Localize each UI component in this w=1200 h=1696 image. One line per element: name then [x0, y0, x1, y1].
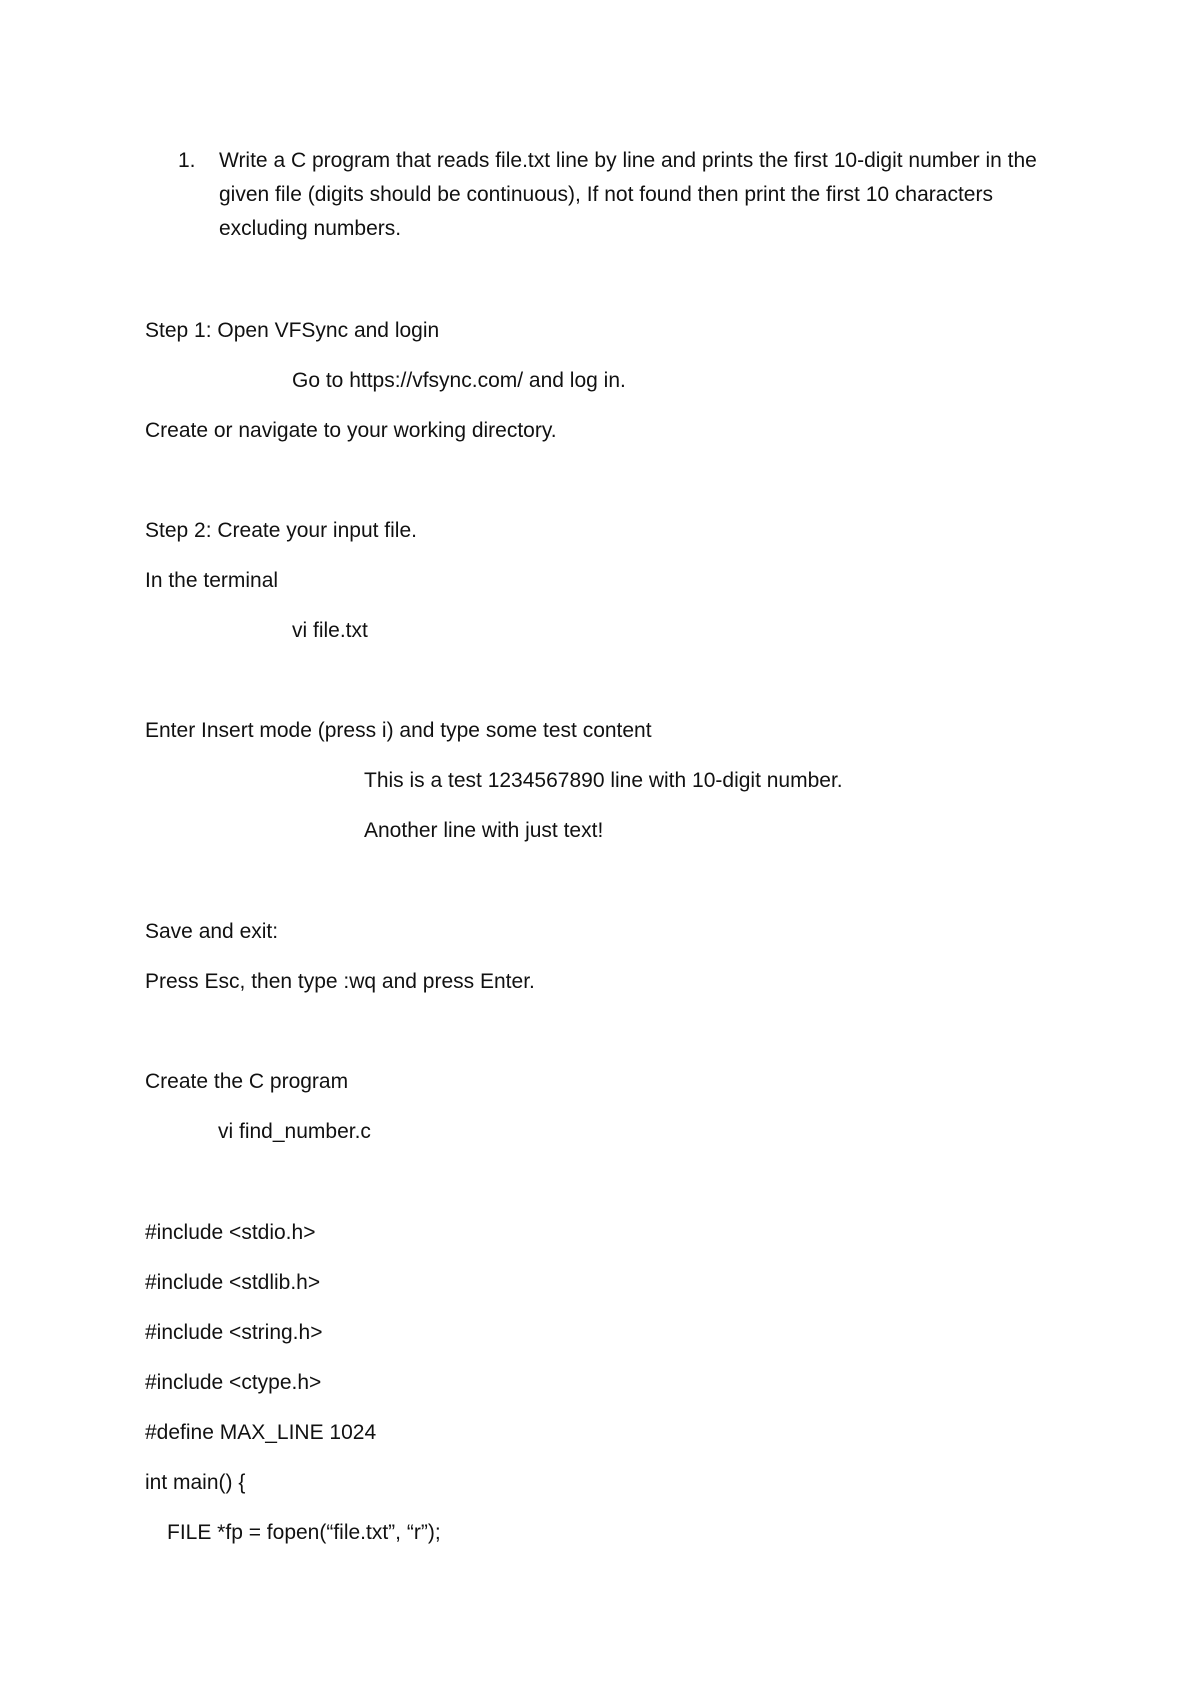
program-heading: Create the C program [145, 1070, 349, 1093]
step1-navigate-instruction: Create or navigate to your working directory. [145, 419, 557, 442]
program-command: vi find_number.c [218, 1120, 371, 1143]
code-line: #include <ctype.h> [145, 1371, 322, 1394]
code-line: #define MAX_LINE 1024 [145, 1421, 377, 1444]
test-content-line-2: Another line with just text! [364, 819, 604, 842]
step2-command: vi file.txt [292, 619, 368, 642]
step2-heading: Step 2: Create your input file. [145, 519, 417, 542]
code-line: FILE *fp = fopen(“file.txt”, “r”); [167, 1521, 441, 1544]
step1-goto-instruction: Go to https://vfsync.com/ and log in. [292, 369, 626, 392]
test-content-line-1: This is a test 1234567890 line with 10-digit number. [364, 769, 843, 792]
step1-heading: Step 1: Open VFSync and login [145, 319, 440, 342]
save-instruction: Press Esc, then type :wq and press Enter. [145, 970, 535, 993]
insert-mode-instruction: Enter Insert mode (press i) and type some test content [145, 719, 652, 742]
task-description: Write a C program that reads file.txt line by line and prints the first 10-digit number in the given file (digits should be continuous), If not found then print the first 10 characters excluding numbers. [219, 149, 1037, 240]
task-item [178, 144, 1058, 246]
save-heading: Save and exit: [145, 920, 279, 943]
code-line: int main() { [145, 1471, 246, 1494]
code-line: #include <stdio.h> [145, 1221, 316, 1244]
code-line: #include <string.h> [145, 1321, 323, 1344]
task-number: 1. [178, 149, 196, 172]
step2-terminal-label: In the terminal [145, 569, 279, 592]
code-line: #include <stdlib.h> [145, 1271, 321, 1294]
